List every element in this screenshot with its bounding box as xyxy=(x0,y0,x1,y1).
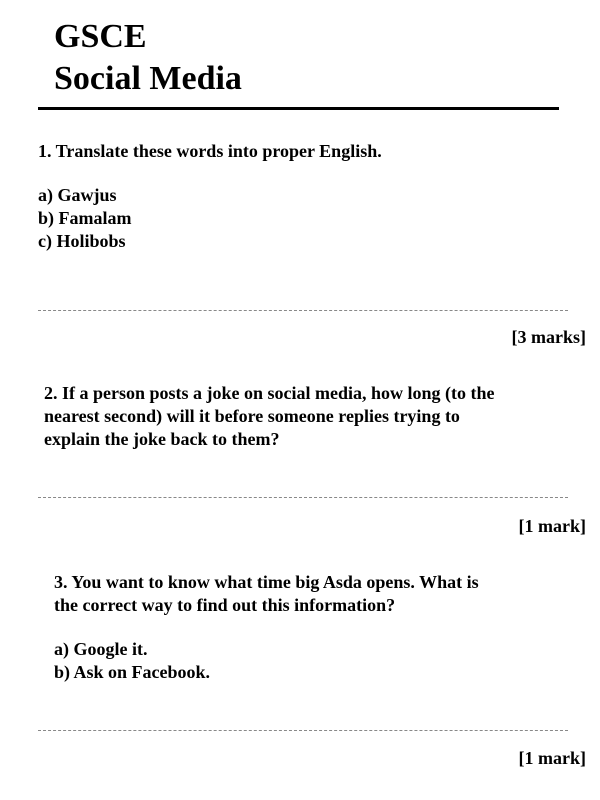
question-line: nearest second) will it before someone replies trying to xyxy=(44,406,460,426)
question-1-options xyxy=(38,184,132,253)
question-line: 3. You want to know what time big Asda opens. What is xyxy=(54,572,479,592)
marks-label: [1 mark] xyxy=(518,748,586,768)
question-line: 1. Translate these words into proper English. xyxy=(38,141,382,161)
title-divider xyxy=(38,107,559,110)
question-1-prompt xyxy=(38,140,382,163)
page-title xyxy=(54,16,242,100)
marks-label: [1 mark] xyxy=(518,516,586,536)
answer-line xyxy=(38,730,568,731)
question-2-prompt xyxy=(44,382,495,451)
marks-label: [3 marks] xyxy=(511,327,586,347)
question-line: explain the joke back to them? xyxy=(44,429,280,449)
question-line: 2. If a person posts a joke on social media, how long (to the xyxy=(44,383,495,403)
question-line: the correct way to find out this information? xyxy=(54,595,396,615)
title-line: Social Media xyxy=(54,60,242,97)
option-c: c) Holibobs xyxy=(38,231,126,251)
option-b: b) Ask on Facebook. xyxy=(54,662,211,682)
question-3-prompt xyxy=(54,571,479,617)
title-line: GSCE xyxy=(54,18,147,55)
question-3-options xyxy=(54,638,210,684)
option-b: b) Famalam xyxy=(38,208,132,228)
answer-line xyxy=(38,497,568,498)
answer-line xyxy=(38,310,568,311)
option-a: a) Google it. xyxy=(54,639,148,659)
option-a: a) Gawjus xyxy=(38,185,117,205)
